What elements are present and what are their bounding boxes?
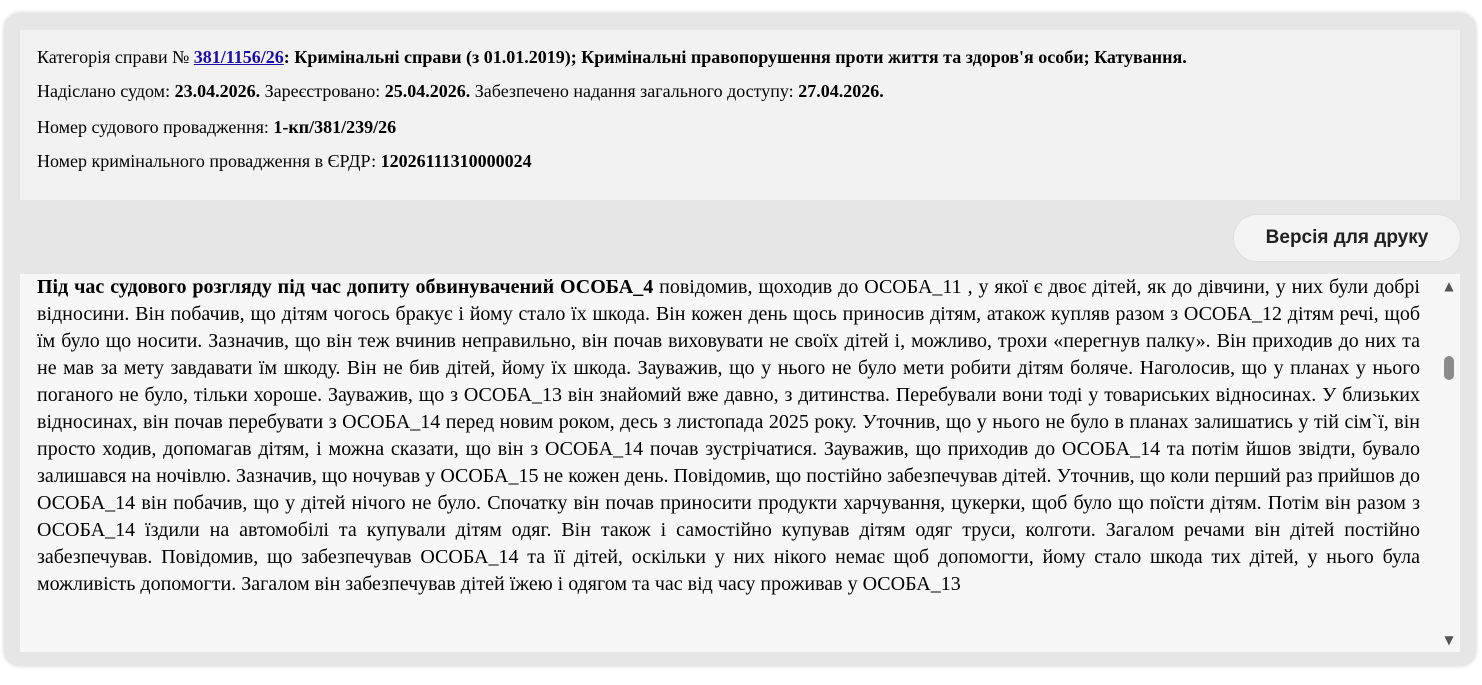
vertical-scrollbar[interactable] xyxy=(1438,274,1460,652)
access-date: 27.04.2026. xyxy=(798,81,884,101)
scroll-up-icon[interactable]: ▲ xyxy=(1444,279,1454,293)
category-text: : Кримінальні справи (з 01.01.2019); Кримінальні правопорушення проти життя та здоров'я особи; Катування. xyxy=(283,47,1187,67)
access-label: Забезпечено надання загального доступу: xyxy=(470,81,799,101)
scrollbar-thumb[interactable] xyxy=(1444,356,1454,380)
scroll-down-icon[interactable]: ▼ xyxy=(1444,633,1454,647)
document-body: повідомив, щоходив до ОСОБА_11 , у якої є двоє дітей, як до дівчини, у них були добрі відносини. Він побачив, що дітям чогось бракує і йому стало їх шкода. Він кожен день щось приносив дітям, атакож купляв разом з ОСОБА_12 дітям речі, щоб їм було що носити. Зазначив, що він теж вчинив неправильно, він почав виховувати не своїх дітей і, можливо, трохи «перегнув палку». Він приходив до них та не мав за мету завдавати їм шкоду. Він не бив дітей, йому їх шкода. Зауважив, що у нього не було мети робити дітям боляче. Наголосив, що у планах у нього поганого не було, тільки хороше. Зауважив, що з ОСОБА_13 він знайомий вже давно, з дитинства. Перебували вони тоді у товариських відносинах. У близьких відносинах, він почав перебувати з ОСОБА_14 перед новим роком, десь з листопада 2025 року. Уточнив, що у нього не було в планах залишатись у тій сім`ї, він просто ходив, допомагав дітям, і можна сказати, що він з ОСОБА_14 почав зустрічатися. Зауважив, що приходив до ОСОБА_14 та потім йшов звідти, бувало залишався на ночівлю. Зазначив, що ночував у ОСОБА_15 не кожен день. Повідомив, що постійно забезпечував дітей. Уточнив, що коли перший раз прийшов до ОСОБА_14 він побачив, що у дітей нічого не було. Спочатку він почав приносити продукти харчування, цукерки, щоб було що поїсти дітям. Потім він разом з ОСОБА_14 їздили на автомобілі та купували дітям одяг. Він також і самостійно купував дітям одяг труси, колготи. Загалом речами він дітей постійно забезпечував. Повідомив, що забезпечував ОСОБА_14 та її дітей, оскільки у них нікого немає щоб допомогти, йому стало шкода тих дітей, у нього була можливість допомогти. Загалом він забезпечував дітей їжею і одягом та час від часу проживав у ОСОБА_13 xyxy=(37,276,1420,595)
case-category-line xyxy=(37,46,1187,68)
document-frame xyxy=(4,13,1476,666)
sent-date: 23.04.2026. xyxy=(174,81,261,101)
erdr-line xyxy=(37,150,532,172)
registered-label: Зареєстровано: xyxy=(260,81,385,101)
sent-label: Надіслано судом: xyxy=(37,81,175,101)
court-proceeding-line xyxy=(37,116,396,138)
erdr-label: Номер кримінального провадження в ЄРДР: xyxy=(37,151,381,171)
erdr-number: 12026111310000024 xyxy=(380,151,532,171)
print-version-button[interactable]: Версія для друку xyxy=(1234,215,1460,261)
category-prefix: Категорія справи № xyxy=(37,47,194,67)
proceeding-number: 1-кп/381/239/26 xyxy=(273,117,397,137)
document-lead: Під час судового розгляду під час допиту обвинувачений ОСОБА_4 xyxy=(37,276,654,298)
case-info-panel xyxy=(20,30,1460,200)
proceeding-label: Номер судового провадження: xyxy=(37,117,274,137)
registered-date: 25.04.2026. xyxy=(384,81,471,101)
dates-line xyxy=(37,80,884,102)
document-text xyxy=(37,274,1420,598)
case-number-link[interactable]: 381/1156/26 xyxy=(193,47,284,67)
document-text-area[interactable] xyxy=(20,274,1460,652)
